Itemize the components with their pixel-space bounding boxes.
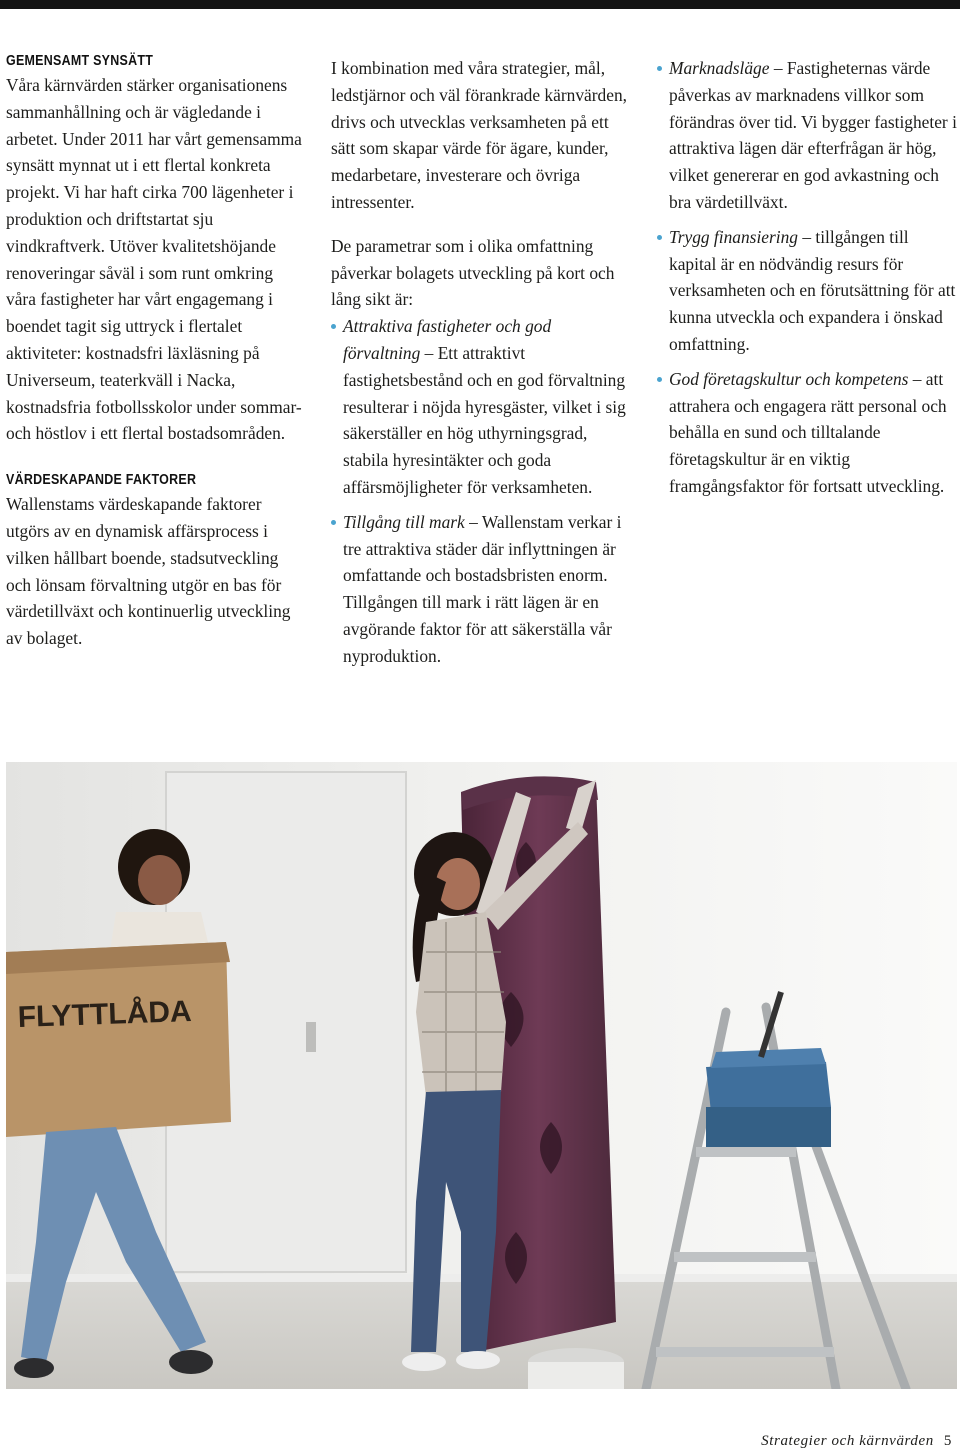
- paragraph-gemensamt-synsatt: Våra kärnvärden stärker organisationens sammanhållning och är vägledande i arbetet. Under 2011 har vårt gemensamma synsätt mynnat ut i ett flertal konkreta projekt. Vi har haft cirka 700 lägenheter i produktion och driftstartat sju vindkraftverk. Utöver kvalitetshöjande renoveringar såväl i som runt omkring våra fastigheter har vårt engagemang i boendet tagit sig uttryck i flertalet aktiviteter: kostnadsfri läxläsning på Universeum, teaterkväll i Nacka, kostnadsfria fotbollsskolor under sommar- och höstlov i ett flertal bostadsområden.: [6, 75, 302, 444]
- bullet-term: Trygg finansiering: [669, 226, 798, 247]
- bullet-text: – Ett attraktivt fastighetsbestånd och en god förvaltning resulterar i nöjda hyresgäster, vilket i sig säkerställer en hög uthyrningsgrad, stabila hyresintäkter och goda affärsmöjligheter för verksamheten.: [343, 342, 626, 497]
- bullet-term: Attraktiva fastigheter och god förvaltning: [343, 316, 552, 363]
- column-middle: [331, 55, 631, 678]
- photo-illustration: [6, 762, 957, 1389]
- bullet-icon: [657, 66, 662, 71]
- bullet-text: – Wallenstam verkar i tre attraktiva städer där inflyttningen är omfattande och bostadsbristen enorm. Tillgången till mark i rätt lägen är en avgörande faktor för att säkerställa vår nyproduktion.: [343, 511, 622, 666]
- factor-list-middle: [331, 313, 631, 669]
- list-item: [657, 55, 957, 216]
- box-label: FLYTTLÅDA: [17, 995, 193, 1035]
- paragraph-parametrar: De parametrar som i olika omfattning påverkar bolagets utveckling på kort och lång sikt är:: [331, 235, 615, 310]
- page-number: 5: [943, 1433, 952, 1449]
- column-left: [6, 50, 302, 652]
- list-item: [331, 509, 631, 670]
- list-item: [331, 313, 631, 501]
- bullet-icon: [331, 520, 336, 525]
- bullet-term: God företagskultur och kompetens: [669, 368, 909, 389]
- list-item: [657, 366, 957, 500]
- bullet-term: Tillgång till mark: [343, 511, 465, 532]
- bullet-icon: [331, 324, 336, 329]
- bullet-text: – Fastigheternas värde påverkas av marknadens villkor som förändras över tid. Vi bygger fastigheter i attraktiva lägen där efterfrågan är hög, vilket genererar en god avkastning och bra värdetillväxt.: [669, 58, 957, 212]
- paragraph-vardeskapande-faktorer: Wallenstams värdeskapande faktorer utgörs av en dynamisk affärsprocess i vilken hållbart boende, stadsutveckling och lönsam förvaltning utgör en bas för värdetillväxt och kontinuerlig utveckling av bolaget.: [6, 494, 291, 649]
- bullet-icon: [657, 235, 662, 240]
- factor-list-right: [657, 55, 957, 500]
- bullet-text: – att attrahera och engagera rätt personal och behålla en sund och tilltalande företagskultur är en viktig framgångsfaktor för fortsatt utveckling.: [669, 368, 947, 496]
- heading-vardeskapande-faktorer: VÄRDESKAPANDE FAKTORER: [6, 472, 197, 489]
- bullet-icon: [657, 377, 662, 382]
- photo-moving-in: [6, 762, 957, 1389]
- list-item: [657, 224, 957, 358]
- bullet-term: Marknadsläge: [669, 58, 770, 78]
- bullet-text: – tillgången till kapital är en nödvändig resurs för verksamheten och en förutsättning för att kunna utveckla och expandera i önskad omfattning.: [669, 226, 956, 354]
- page-footer: [761, 1433, 952, 1450]
- heading-gemensamt-synsatt: GEMENSAMT SYNSÄTT: [6, 53, 154, 69]
- column-right: [657, 55, 957, 508]
- top-bar: [0, 0, 960, 9]
- paragraph-kombination: I kombination med våra strategier, mål, ledstjärnor och väl förankrade kärnvärden, drivs och utvecklas verksamheten på ett sätt som skapar värde för ägare, kunder, medarbetare, investerare och övriga intressenter.: [331, 58, 627, 212]
- footer-section-title: Strategier och kärnvärden: [761, 1433, 934, 1449]
